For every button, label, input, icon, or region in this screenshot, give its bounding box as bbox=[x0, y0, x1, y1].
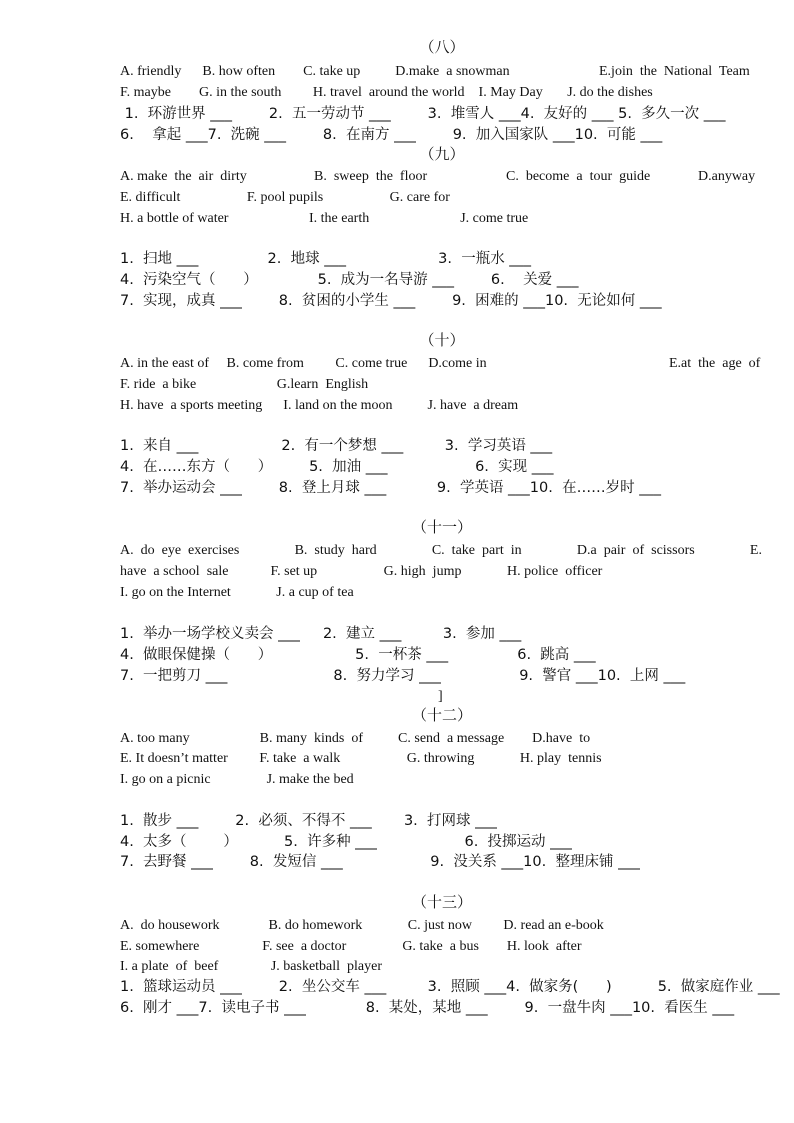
section-13-options-row-1: A. do housework B. do homework C. just now D. read an e-book bbox=[120, 918, 604, 933]
section-10-options-row-2: F. ride a bike G.learn English bbox=[120, 377, 369, 392]
section-12-options-row-3: I. go on a picnic J. make the bed bbox=[120, 772, 354, 787]
section-8-title: （八） bbox=[419, 40, 465, 56]
section-12-questions-row-1: 1. 散步 ___ 2. 必须、不得不 ___ 3. 打网球 ___ bbox=[120, 813, 497, 829]
section-9-questions-row-1: 1. 扫地 ___ 2. 地球 ___ 3. 一瓶水 ___ bbox=[120, 251, 532, 267]
section-8-options-row-1: A. friendly B. how often C. take up D.make a snowman bbox=[120, 64, 510, 79]
section-11-option-c: C. take part in bbox=[431, 543, 522, 558]
stray-bracket-mark: ] bbox=[438, 689, 443, 704]
section-12-options-row-1: A. too many B. many kinds of C. send a message D.have to bbox=[120, 731, 591, 746]
section-8-option-e: E.join the National Team bbox=[599, 64, 750, 79]
section-11-option-a: A. do eye exercises bbox=[120, 543, 240, 558]
section-11-option-e-letter: E. bbox=[749, 543, 762, 558]
section-10-questions-row-2: 4. 在……东方（ ） 5. 加油 ___ 6. 实现 ___ bbox=[120, 459, 554, 475]
section-11-option-b: B. study hard bbox=[294, 543, 377, 558]
section-9-option-c: C. become a tour guide bbox=[506, 169, 651, 184]
section-13-title: （十三） bbox=[411, 895, 472, 911]
section-12-options-row-2: E. It doesn’t matter F. take a walk G. throwing H. play tennis bbox=[120, 751, 602, 766]
section-10-options-row-3: H. have a sports meeting I. land on the moon J. have a dream bbox=[120, 398, 519, 413]
section-9-options-row-3: H. a bottle of water I. the earth J. come true bbox=[120, 211, 529, 226]
section-13-questions-row-2: 6. 刚才 ___7. 读电子书 ___ 8. 某处，某地 ___ 9. 一盘牛肉 ___10. 看医生 ___ bbox=[120, 1000, 735, 1016]
section-8-questions-row-1: 1. 环游世界 ___ 2. 五一劳动节 ___ 3. 堆雪人 ___4. 友好的 ___ 5. 多久一次 ___ bbox=[120, 106, 726, 122]
section-12-title: （十二） bbox=[411, 708, 472, 724]
section-9-option-d: D.anyway bbox=[698, 169, 756, 184]
section-12-questions-row-2: 4. 太多（ ） 5. 许多种 ___ 6. 投掷运动 ___ bbox=[120, 834, 572, 850]
section-11-questions-row-1: 1. 举办一场学校义卖会 ___ 2. 建立 ___ 3. 参加 ___ bbox=[120, 626, 522, 642]
section-9-title: （九） bbox=[419, 147, 465, 163]
section-13-options-row-3: I. a plate of beef J. basketball player bbox=[120, 959, 383, 974]
section-10-questions-row-1: 1. 来自 ___ 2. 有一个梦想 ___ 3. 学习英语 ___ bbox=[120, 438, 553, 454]
section-13-questions-row-1: 1. 篮球运动员 ___ 2. 坐公交车 ___ 3. 照顾 ___4. 做家务( ) 5. 做家庭作业 ___ bbox=[120, 979, 780, 995]
section-10-option-e: E.at the age of bbox=[669, 356, 761, 371]
section-9-questions-row-2: 4. 污染空气（ ） 5. 成为一名导游 ___ 6. 关爱 ___ bbox=[120, 272, 579, 288]
section-12-questions-row-3: 7. 去野餐 ___ 8. 发短信 ___ 9. 没关系 ___10. 整理床铺 ___ bbox=[120, 854, 640, 870]
section-10-title: （十） bbox=[419, 333, 465, 349]
section-11-option-d: D.a pair of scissors bbox=[576, 543, 695, 558]
section-11-questions-row-2: 4. 做眼保健操（ ） 5. 一杯茶 ___ 6. 跳高 ___ bbox=[120, 647, 596, 663]
section-13-options-row-2: E. somewhere F. see a doctor G. take a bus H. look after bbox=[120, 939, 582, 954]
section-11-options-row-2: have a school sale F. set up G. high jump H. police officer bbox=[120, 564, 603, 579]
section-11-options-row-1 bbox=[120, 542, 762, 560]
section-9-option-b: B. sweep the floor bbox=[314, 169, 428, 184]
section-8-questions-row-2: 6. 拿起 ___7. 洗碗 ___ 8. 在南方 ___ 9. 加入国家队 ___10. 可能 ___ bbox=[120, 127, 663, 143]
section-11-title: （十一） bbox=[411, 520, 472, 536]
section-9-option-a: A. make the air dirty bbox=[120, 169, 247, 184]
section-10-questions-row-3: 7. 举办运动会 ___ 8. 登上月球 ___ 9. 学英语 ___10. 在……岁时 ___ bbox=[120, 480, 661, 496]
section-9-options-row-2: E. difficult F. pool pupils G. care for bbox=[120, 190, 450, 205]
section-8-options-row-2: F. maybe G. in the south H. travel around the world I. May Day J. do the dishes bbox=[120, 85, 653, 100]
section-9-questions-row-3: 7. 实现，成真 ___ 8. 贫困的小学生 ___ 9. 困难的 ___10. 无论如何 ___ bbox=[120, 293, 662, 309]
section-10-options-row-1: A. in the east of B. come from C. come true D.come in bbox=[120, 356, 487, 371]
section-11-options-row-3: I. go on the Internet J. a cup of tea bbox=[120, 585, 354, 600]
section-11-questions-row-3: 7. 一把剪刀 ___ 8. 努力学习 ___ 9. 警官 ___10. 上网 ___ bbox=[120, 668, 686, 684]
